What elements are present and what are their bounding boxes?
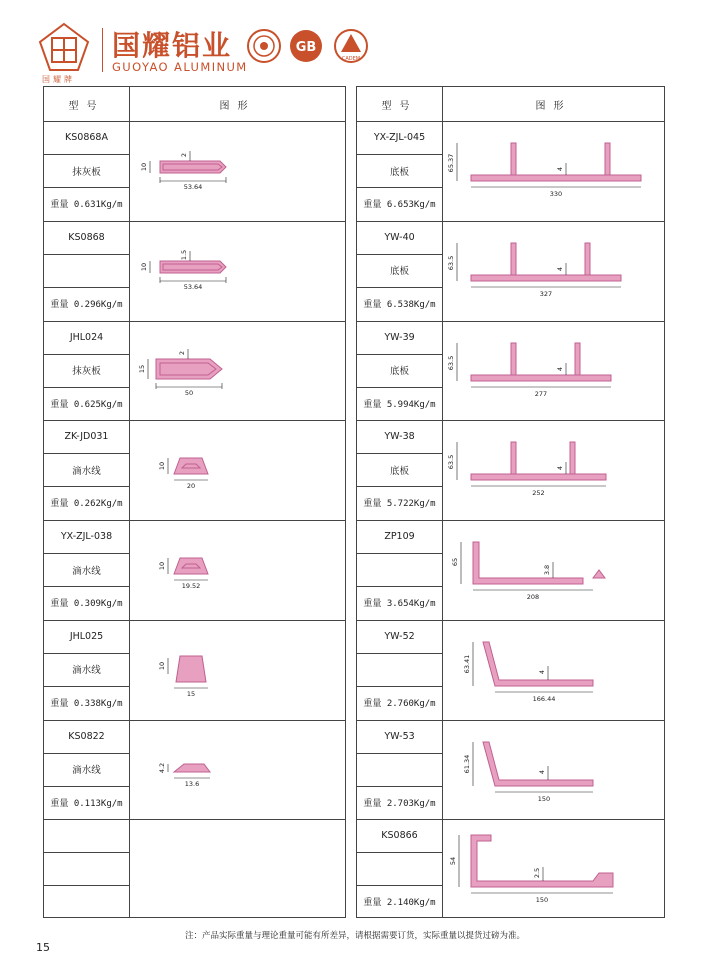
profile-shape	[174, 558, 208, 574]
cell-name	[357, 753, 442, 786]
profile-shape	[176, 656, 206, 682]
profile-figure	[130, 722, 345, 818]
brand-name-en: GUOYAO ALUMINUM	[112, 60, 248, 74]
cell-name: 滴水线	[72, 565, 101, 577]
dimension-label: 4	[556, 266, 564, 271]
cell-name: 底板	[389, 266, 409, 278]
right-column	[356, 86, 665, 918]
profile-shape	[160, 261, 226, 273]
dimension-label: 63.5	[447, 255, 455, 270]
profile-shape	[174, 764, 210, 772]
dimension-label: 4	[556, 166, 564, 172]
profile-shape	[483, 642, 593, 686]
dimension-label: 2	[178, 350, 186, 355]
dimension-label: 61.34	[463, 754, 471, 773]
cell-weight: 重量 0.296Kg/m	[50, 299, 123, 310]
cell-model: YW-53	[384, 730, 415, 742]
cell-weight: 重量 6.538Kg/m	[363, 299, 436, 310]
dimension-label: 4	[556, 366, 564, 371]
profile-shape	[473, 542, 605, 584]
profile-figure	[443, 522, 664, 618]
profile-shape	[471, 243, 621, 281]
page-number: 15	[36, 941, 50, 954]
dimension-label: 19.52	[181, 582, 201, 590]
dimension-label: 53.64	[183, 183, 203, 191]
cell-weight: 重量 3.654Kg/m	[363, 599, 436, 609]
profile-shape	[156, 359, 222, 379]
dimension-label: 13.6	[184, 779, 200, 788]
dimension-label: 63.41	[463, 654, 471, 674]
dimension-label: 150	[535, 896, 549, 905]
cell-weight: 重量 0.338Kg/m	[50, 698, 123, 709]
cell-name: 底板	[389, 465, 409, 477]
dimension-label: 50	[184, 388, 194, 397]
cell-model: YW-52	[384, 630, 415, 642]
dimension-label: 4	[556, 466, 564, 471]
cell-weight: 重量 0.631Kg/m	[50, 200, 123, 210]
cell-name: 滴水线	[72, 765, 101, 776]
cell-model: KS0868	[68, 231, 105, 243]
cell-model: JHL024	[69, 331, 104, 343]
dimension-label: 63.5	[447, 355, 455, 370]
cell-name: 底板	[389, 366, 409, 377]
profile-figure	[130, 123, 345, 219]
profile-figure	[443, 622, 664, 718]
left-column	[43, 86, 346, 918]
header-figure: 图形	[219, 100, 256, 112]
svg-text:GB: GB	[295, 40, 317, 55]
brand-name-cn: 国耀铝业	[112, 29, 233, 62]
cell-model: YX-ZJL-038	[60, 531, 113, 542]
dimension-label: 10	[158, 462, 166, 471]
brand-divider	[102, 28, 103, 72]
dimension-label: 2	[180, 152, 188, 158]
header-figure: 图形	[535, 100, 572, 112]
dimension-label: 20	[186, 482, 196, 491]
profile-shape	[160, 161, 226, 173]
dimension-label: 208	[526, 593, 540, 601]
cell-weight: 重量 0.113Kg/m	[50, 798, 123, 809]
dimension-label: 1.5	[180, 249, 188, 260]
dimension-label: 10	[158, 661, 166, 670]
cell-model: KS0868A	[65, 132, 108, 143]
cell-weight: 重量 5.994Kg/m	[363, 399, 436, 410]
gb-standard-icon	[288, 28, 324, 64]
cell-model: ZP109	[384, 531, 415, 542]
dimension-label: 53.64	[183, 282, 203, 291]
cell-name	[357, 553, 442, 586]
profile-figure	[130, 522, 345, 618]
cell-name: 抹灰板	[72, 366, 101, 377]
cell-name: 底板	[389, 166, 409, 178]
dimension-label: 166.44	[532, 694, 556, 703]
cell-model: YX-ZJL-045	[373, 132, 426, 143]
header-model: 型号	[381, 100, 418, 112]
dimension-label: 4.2	[158, 762, 166, 773]
dimension-label: 63.5	[447, 455, 455, 470]
guoyao-logo-icon	[38, 22, 90, 74]
profile-figure	[443, 323, 664, 419]
dimension-label: 327	[539, 289, 553, 298]
dimension-label: 10	[140, 262, 148, 271]
dimension-label: 2.5	[533, 868, 541, 879]
cell-weight: 重量 5.722Kg/m	[363, 499, 436, 510]
profile-figure	[130, 622, 345, 718]
cell-name	[357, 653, 442, 686]
dimension-label: 15	[186, 689, 196, 698]
dimension-label: 150	[537, 794, 551, 803]
dimension-label: 15	[138, 364, 146, 373]
logo-caption: 国耀牌	[42, 75, 75, 84]
cell-model: ZK-JD031	[64, 431, 109, 443]
cell-model: KS0866	[381, 830, 418, 842]
profile-figure	[443, 422, 664, 518]
profile-figure	[130, 422, 345, 518]
dimension-label: 330	[549, 190, 563, 198]
cell-weight: 重量 2.140Kg/m	[363, 898, 436, 909]
dimension-label: 3.8	[543, 564, 551, 576]
cell-weight: 重量 0.625Kg/m	[50, 399, 123, 410]
cell-weight: 重量 0.309Kg/m	[50, 599, 123, 609]
cell-weight: 重量 2.760Kg/m	[363, 698, 436, 709]
dimension-label: 65.37	[447, 153, 455, 173]
product-table	[43, 86, 665, 918]
dimension-label: 4	[538, 769, 546, 774]
profile-figure	[443, 821, 664, 917]
dimension-label: 65	[451, 557, 459, 567]
cell-model: KS0822	[68, 730, 105, 742]
svg-text:CADEM: CADEM	[341, 56, 361, 62]
footnote: 注：产品实际重量与理论重量可能有所差异，请根据需要订货，实际重量以提货过磅为准。	[184, 931, 525, 941]
dimension-label: 252	[532, 489, 545, 498]
cadem-icon	[333, 28, 369, 64]
profile-figure	[130, 223, 345, 319]
cell-model: YW-39	[384, 331, 415, 343]
profile-figure	[443, 722, 664, 818]
profile-shape	[483, 742, 593, 786]
cell-weight: 重量 6.653Kg/m	[363, 200, 436, 210]
cell-model	[44, 819, 129, 852]
dimension-label: 10	[158, 561, 166, 571]
cell-name: 抹灰板	[72, 166, 101, 178]
profile-shape	[174, 458, 208, 474]
cell-name	[357, 852, 442, 885]
profile-shape	[471, 835, 613, 887]
profile-shape	[471, 442, 606, 480]
dimension-label: 10	[140, 162, 148, 172]
profile-figure	[443, 123, 664, 219]
cell-weight	[44, 885, 129, 918]
cell-model: YW-38	[384, 431, 415, 443]
cell-name	[44, 254, 129, 287]
cell-model: YW-40	[384, 231, 415, 243]
cell-name: 滴水线	[72, 465, 101, 477]
cell-weight: 重量 2.703Kg/m	[363, 798, 436, 809]
cell-name	[44, 852, 129, 885]
dimension-label: 277	[534, 389, 548, 398]
profile-figure	[130, 821, 345, 917]
cell-weight: 重量 0.262Kg/m	[50, 499, 123, 510]
profile-figure	[130, 323, 345, 419]
profile-shape	[471, 143, 641, 181]
quality-seal-icon	[246, 28, 282, 64]
header-model: 型号	[68, 100, 105, 112]
cell-model: JHL025	[69, 630, 104, 642]
dimension-label: 4	[538, 669, 546, 674]
cell-name: 滴水线	[72, 665, 101, 677]
page-header	[38, 22, 678, 84]
profile-figure	[443, 223, 664, 319]
dimension-label: 54	[449, 857, 457, 866]
profile-shape	[471, 343, 611, 381]
